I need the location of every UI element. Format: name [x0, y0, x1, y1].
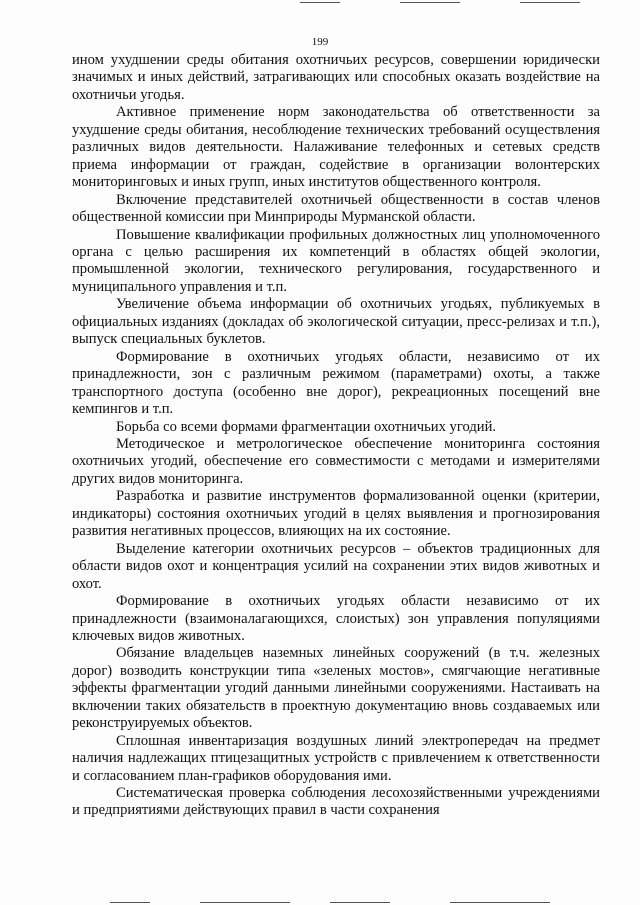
paragraph: Активное применение норм законодательства об ответственности за ухудшение среды обитания, несоблюдение технических требований осуществления различных видов деятельности. Налаживание телефонных и сетевых средств приема информации от граждан, содействие в организации волонтерских мониторинговых и иных групп, иных институтов общественного контроля.	[72, 104, 600, 191]
paragraph: Систематическая проверка соблюдения лесохозяйственными учреждениями и предприятиями действующих правил в части сохранения	[72, 785, 600, 819]
paragraph: Формирование в охотничьих угодьях области, независимо от их принадлежности, зон с различным режимом (параметрами) охоты, а также транспортного доступа (особенно вне дорог), рекреационных посещений вне кемпингов и т.п.	[72, 348, 600, 418]
scan-edge-bottom	[450, 902, 550, 903]
scan-edge-bottom	[110, 902, 150, 903]
paragraph: Формирование в охотничьих угодьях области независимо от их принадлежности (взаимоналагающихся, слоистых) зон управления популяциями ключевых видов животных.	[72, 593, 600, 644]
scan-edge-top	[300, 2, 340, 3]
scan-edge-bottom	[200, 902, 290, 903]
paragraph: Выделение категории охотничьих ресурсов – объектов традиционных для области видов охот и концентрация усилий на сохранении этих видов животных и охот.	[72, 540, 600, 592]
scan-edge-top	[400, 2, 460, 3]
scan-edge-bottom	[330, 902, 390, 903]
paragraph: Увеличение объема информации об охотничьих угодьях, публикуемых в официальных изданиях (докладах об экологической ситуации, пресс-релизах и т.п.), выпуск специальных буклетов.	[72, 296, 600, 348]
paragraph: Борьба со всеми формами фрагментации охотничьих угодий.	[116, 418, 497, 435]
paragraph: Обязание владельцев наземных линейных сооружений (в т.ч. железных дорог) возводить конструкции типа «зеленых мостов», смягчающие негативные эффекты фрагментации угодий данными линейными сооружениями. Настаивать на включении таких обязательств в проектную документацию вновь создаваемых или реконструируемых объектов.	[72, 645, 600, 732]
document-body	[72, 52, 600, 820]
page-number: 199	[311, 36, 329, 48]
paragraph: Включение представителей охотничьей общественности в состав членов общественной комиссии при Минприроды Мурманской области.	[72, 191, 600, 226]
paragraph: ином ухудшении среды обитания охотничьих ресурсов, совершении юридически значимых и иных действий, затрагивающих или способных оказать воздействие на охотничьи угодья.	[72, 52, 600, 103]
paragraph: Повышение квалификации профильных должностных лиц уполномоченного органа с целью расширения их компетенций в областях общей экологии, промышленной экологии, технического регулирования, государственного и муниципального управления и т.п.	[72, 226, 600, 295]
paragraph: Методическое и метрологическое обеспечение мониторинга состояния охотничьих угодий, обеспечение его совместимости с методами и измерителями других видов мониторинга.	[72, 435, 600, 487]
paragraph: Сплошная инвентаризация воздушных линий электропередач на предмет наличия надлежащих птицезащитных устройств с привлечением к ответственности и согласованием план-графиков оборудования ими.	[72, 732, 600, 784]
paragraph: Разработка и развитие инструментов формализованной оценки (критерии, индикаторы) состояния охотничьих угодий в целях выявления и прогнозирования развития негативных процессов, влияющих на их состояние.	[72, 488, 600, 540]
scan-edge-top	[520, 2, 580, 3]
